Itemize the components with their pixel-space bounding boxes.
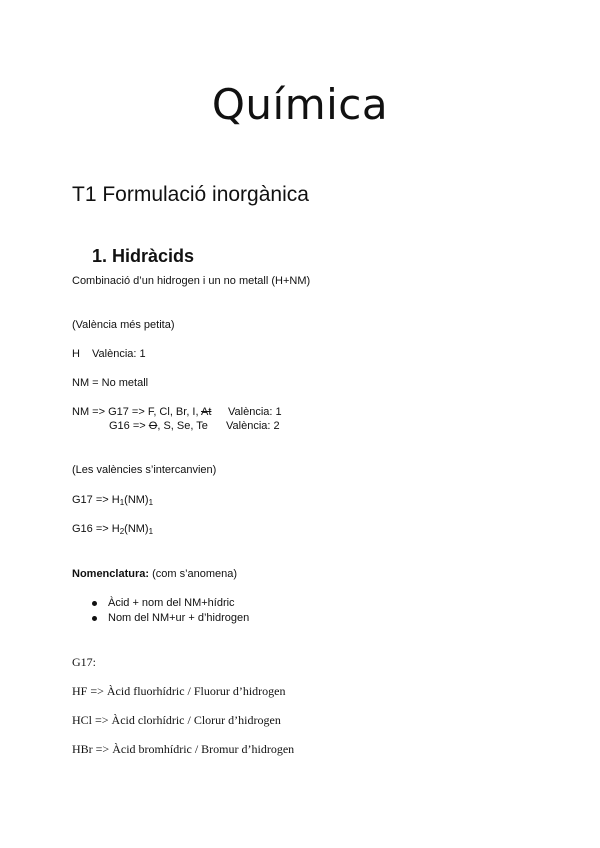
nomenclature-line [72,568,237,580]
g16-formula-sub1: 2 [119,527,125,536]
nomenclature-label: Nomenclatura: [72,568,150,580]
section-number: 1. [92,246,108,266]
nm-definition: NM = No metall [72,377,149,389]
g16-formula-middle: (NM) [124,523,149,535]
g17-formula-prefix: G17 => H [72,494,120,506]
g17-valence: València: 1 [228,406,282,418]
g16-groups-line [109,420,208,432]
definition-text: Combinació d’un hidrogen i un no metall (H+NM) [72,275,311,287]
g16-formula-prefix: G16 => H [72,523,120,535]
nomenclature-note: (com s’anomena) [152,568,238,580]
section-heading [92,246,194,267]
g16-formula [72,523,153,535]
example-hcl: HCl => Àcid clorhídric / Clorur d’hidrogen [72,713,281,727]
list-item: Àcid + nom del NM+hídric [108,597,235,609]
g17-formula-sub2: 1 [148,498,154,507]
g16-formula-sub2: 1 [148,527,154,536]
group-label: G17: [72,655,96,669]
section-name: Hidràcids [112,246,195,266]
example-hf: HF => Àcid fluorhídric / Fluorur d’hidrogen [72,684,286,698]
topic-heading: T1 Formulació inorgànica [72,183,309,206]
struck-element-o: O [148,420,158,432]
example-hbr: HBr => Àcid bromhídric / Bromur d’hidrogen [72,742,295,756]
g16-valence: València: 2 [226,420,280,432]
g17-elements: NM => G17 => F, Cl, Br, I, [72,406,199,418]
struck-element-at: At [201,406,212,418]
swap-note: (Les valències s’intercanvien) [72,464,217,476]
g16-elements: , S, Se, Te [157,420,208,432]
bullet-dot [92,616,97,621]
valence-note: (València més petita) [72,319,175,331]
document-title: Química [211,80,389,129]
g17-formula-sub1: 1 [119,498,125,507]
g16-prefix: G16 => [109,420,146,432]
h-label: H [72,348,80,360]
g17-formula-middle: (NM) [124,494,149,506]
h-valence: València: 1 [92,348,146,360]
bullet-dot [92,601,97,606]
g17-groups-line [72,406,211,418]
list-item: Nom del NM+ur + d’hidrogen [108,612,250,624]
g17-formula [72,494,153,506]
